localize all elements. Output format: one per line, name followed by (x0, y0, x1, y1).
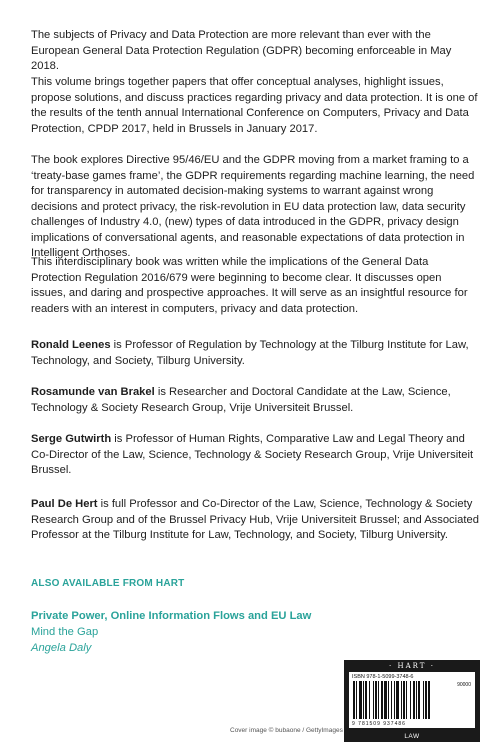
barcode-panel (344, 660, 480, 742)
bio-text: is full Professor and Co-Director of the Law, Science, Technology & Society Research Group and of the Brussel Privacy Hub, Vrije Universiteit Brussel; and Associated Professor at the Tilburg Institute for Law, Technology, and Society, Tilburg University. (31, 498, 479, 541)
category-label: LAW (404, 733, 420, 740)
also-available-heading: ALSO AVAILABLE FROM HART (31, 578, 185, 589)
book-author: Angela Daly (31, 642, 92, 654)
intro-paragraph-2: This volume brings together papers that offer conceptual analyses, highlight issues, propose solutions, and discuss practices regarding privacy and data protection. It is one of the results of the tenth annual International Conference on Computers, Privacy and Data Protection, CPDP 2017, held in Brussels in January 2017. (31, 76, 478, 135)
barcode-digits: 9 781509 937486 (352, 721, 406, 727)
intro-paragraph-1: The subjects of Privacy and Data Protection are more relevant than ever with the European General Data Protection Regulation (GDPR) becoming enforceable in May 2018. (31, 29, 452, 72)
bio-serge-gutwirth (31, 432, 479, 479)
bio-rosamunde-van-brakel (31, 385, 479, 416)
intro-paragraph-3: The book explores Directive 95/46/EU and the GDPR moving from a market framing to a ‘treaty-base games frame’, the GDPR requirements regarding machine learning, the need for transparency in automated decision-making systems to warrant against wrong decisions and protect privacy, the risk-revolution in EU data protection law, data security challenges of Industry 4.0, (new) types of data introduced in the GDPR, privacy design implications of conversational agents, and reasonable expectations of data protection in Intelligent Orthoses. (31, 154, 475, 259)
bio-name: Rosamunde van Brakel (31, 386, 155, 398)
publisher-logo: · HART · (389, 662, 435, 670)
barcode-icon (353, 681, 471, 719)
bio-text: is Professor of Regulation by Technology at the Tilburg Institute for Law, Technology, and Society, Tilburg University. (31, 339, 469, 367)
bio-name: Ronald Leenes (31, 339, 111, 351)
isbn-text: ISBN 978-1-5099-3748-6 (352, 674, 414, 680)
bio-ronald-leenes (31, 338, 479, 369)
bio-paul-de-hert (31, 497, 479, 544)
bio-text: is Researcher and Doctoral Candidate at the Law, Science, Technology & Society Research Group, Vrije Universiteit Brussel. (31, 386, 451, 414)
book-subtitle: Mind the Gap (31, 626, 99, 638)
cover-image-credit: Cover image © bubaone / GettyImages (230, 727, 343, 734)
barcode-label (349, 672, 475, 728)
also-available-list (31, 608, 311, 656)
intro-paragraph-4: This interdisciplinary book was written while the implications of the General Data Protection Regulation 2016/679 were beginning to become clear. It discusses open issues, and daring and prospective approaches. It will serve as an insightful resource for readers with an interest in computers, privacy and data protection. (31, 256, 468, 315)
price-code: 90000 (457, 682, 471, 688)
bio-text: is Professor of Human Rights, Comparative Law and Legal Theory and Co-Director of the Law, Science, Technology & Society Research Group, Vrije Universiteit Brussel. (31, 433, 474, 476)
bio-name: Paul De Hert (31, 498, 98, 510)
bio-name: Serge Gutwirth (31, 433, 112, 445)
book-title: Private Power, Online Information Flows and EU Law (31, 610, 312, 622)
